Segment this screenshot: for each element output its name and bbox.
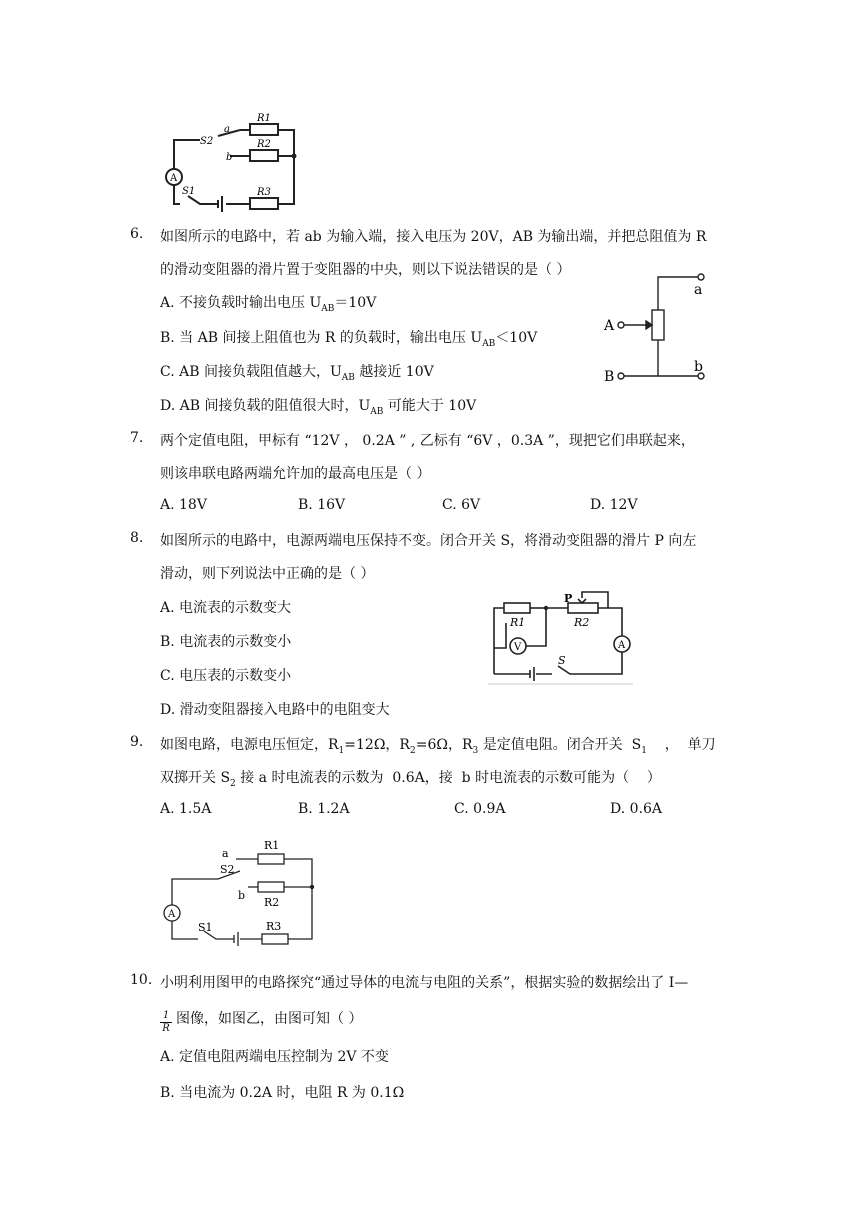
question-text: 如图电路，电源电压恒定，$R_1=12\Omega$，$R_2=6\Omega$，$R_3$ 是定值电阻。闭合开关 $S_1$ ， 单刀	[160, 737, 716, 756]
ammeter-label: A	[168, 909, 176, 920]
potentiometer-diagram	[600, 268, 720, 386]
question-number: 9.	[130, 734, 144, 750]
r2-label: R2	[574, 616, 590, 629]
r1-label: R1	[264, 839, 280, 852]
terminal-B-label: B	[604, 369, 615, 385]
circuit-diagram-q8	[488, 588, 633, 686]
option-d: D. AB 间接负载的阻值很大时，$U_{AB}$ 可能大于 10V	[160, 398, 477, 417]
ammeter-label: A	[618, 640, 626, 651]
circuit-diagram-q9	[158, 833, 328, 948]
terminal-a-label: a	[224, 124, 230, 135]
question-number: 7.	[130, 430, 144, 446]
terminal-b-label: b	[226, 152, 233, 163]
question-number: 6.	[130, 226, 144, 242]
r2-label: R2	[257, 139, 271, 150]
s2-label: S2	[220, 863, 235, 876]
s1-label: S1	[198, 921, 213, 934]
question-text: 双掷开关 $S_2$ 接 a 时电流表的示数为 0.6A，接 b 时电流表的示数可能为（ ）	[160, 770, 661, 789]
question-text: 如图所示的电路中，若 ab 为输入端，接入电压为 20V，AB 为输出端，并把总阻值为 R	[160, 229, 707, 245]
circuit-diagram-q5	[160, 110, 300, 215]
option-c: C. AB 间接负载阻值越大，$U_{AB}$ 越接近 10V	[160, 364, 434, 383]
option-b: B. 当 AB 间接上阻值也为 R 的负载时，输出电压 $U_{AB}<10V$	[160, 330, 538, 349]
option-d: D. 滑动变阻器接入电路中的电阻变大	[160, 702, 390, 718]
terminal-A-label: A	[604, 318, 615, 334]
option-a: A. 1.5A	[160, 801, 212, 817]
option-c: C. 6V	[442, 497, 481, 513]
fraction-1-over-r	[160, 1010, 172, 1035]
question-text: 如图所示的电路中，电源两端电压保持不变。闭合开关 S，将滑动变阻器的滑片 P 向左	[160, 533, 697, 549]
r3-label: R3	[257, 187, 271, 198]
option-b: B. 1.2A	[298, 801, 350, 817]
terminal-b-label: b	[238, 889, 246, 902]
option-b: B. 当电流为 0.2A 时，电阻 R 为 0.1Ω	[160, 1085, 405, 1101]
r3-label: R3	[266, 920, 282, 933]
option-d: D. 0.6A	[610, 801, 663, 817]
r1-label: R1	[510, 616, 526, 629]
option-a: A. 定值电阻两端电压控制为 2V 不变	[160, 1049, 389, 1065]
fraction-numerator: 1	[160, 1010, 172, 1023]
terminal-a-label: a	[222, 847, 229, 860]
question-text: 小明利用图甲的电路探究“通过导体的电流与电阻的关系”，根据实验的数据绘出了 I—	[160, 975, 689, 991]
option-a: A. 18V	[160, 497, 207, 513]
r1-label: R1	[257, 113, 271, 124]
question-text: 的滑动变阻器的滑片置于变阻器的中央，则以下说法错误的是（ ）	[160, 262, 571, 278]
r2-label: R2	[264, 896, 280, 909]
option-d: D. 12V	[590, 497, 638, 513]
option-a: A. 电流表的示数变大	[160, 600, 292, 616]
terminal-a-label: a	[694, 282, 703, 298]
question-text: 两个定值电阻，甲标有 “12V ， 0.2A ” , 乙标有 “6V ，0.3A ”，现把它们串联起来，	[160, 433, 695, 449]
slider-p-label: P	[564, 592, 573, 605]
option-b: B. 16V	[298, 497, 346, 513]
option-c: C. 电压表的示数变小	[160, 668, 292, 684]
question-text: 则该串联电路两端允许加的最高电压是（ ）	[160, 466, 431, 482]
question-number: 10.	[130, 972, 153, 988]
option-b: B. 电流表的示数变小	[160, 634, 292, 650]
voltmeter-label: V	[514, 642, 522, 653]
terminal-b-label: b	[694, 359, 703, 375]
option-a: A. 不接负载时输出电压 $U_{AB}=10V$	[160, 295, 377, 314]
question-text: 滑动，则下列说法中正确的是（ ）	[160, 566, 375, 582]
option-c: C. 0.9A	[454, 801, 506, 817]
s1-label: S1	[182, 186, 196, 197]
question-number: 8.	[130, 530, 144, 546]
fraction-denominator: R	[162, 1023, 170, 1034]
ammeter-label: A	[170, 173, 178, 184]
switch-s-label: S	[558, 654, 566, 667]
s2-label: S2	[200, 136, 214, 147]
question-text: 图像，如图乙，由图可知（ ）	[176, 1011, 363, 1027]
